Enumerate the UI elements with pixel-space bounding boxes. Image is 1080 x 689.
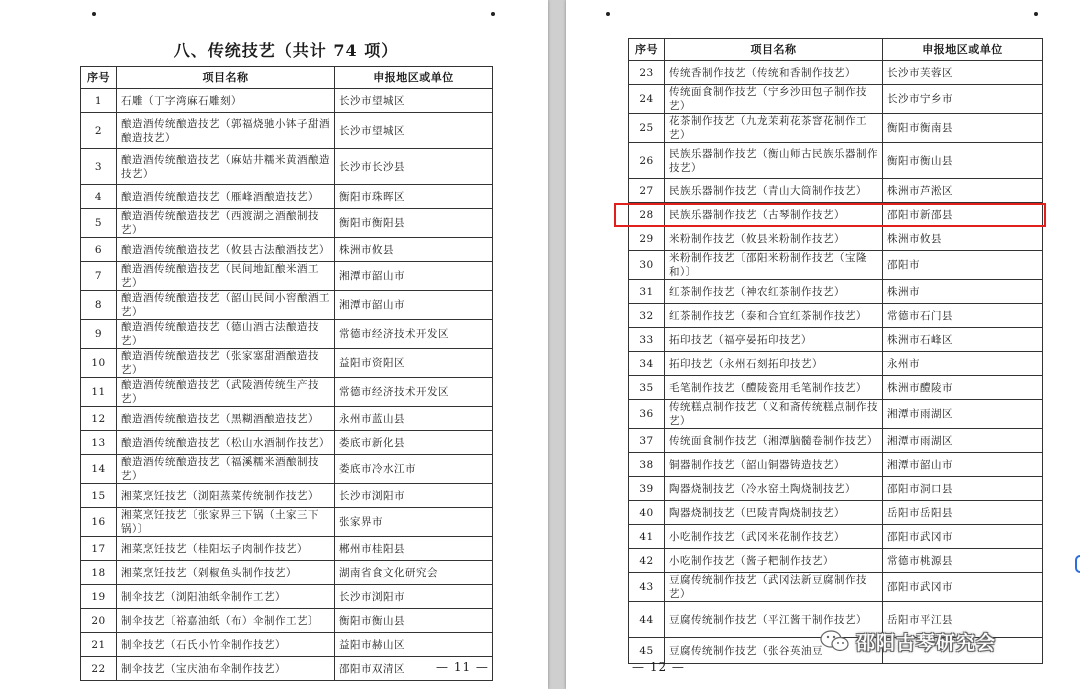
table-row <box>629 251 1043 280</box>
region-name: 长沙市浏阳市 <box>335 484 493 508</box>
row-number: 36 <box>629 400 665 429</box>
header-name: 项目名称 <box>117 67 335 89</box>
table-row <box>629 453 1043 477</box>
project-name: 传统糕点制作技艺（义和斋传统糕点制作技艺） <box>665 400 883 429</box>
project-name: 陶器烧制技艺（巴陵青陶烧制技艺） <box>665 501 883 525</box>
row-number: 18 <box>81 561 117 585</box>
region-name: 株洲市石峰区 <box>883 328 1043 352</box>
table-row <box>81 149 493 185</box>
project-name: 传统香制作技艺（传统和香制作技艺） <box>665 61 883 85</box>
row-number: 7 <box>81 262 117 291</box>
row-number: 34 <box>629 352 665 376</box>
project-name: 湘菜烹饪技艺〔张家界三下锅（土家三下锅）〕 <box>117 508 335 537</box>
row-number: 6 <box>81 238 117 262</box>
region-name: 衡阳市衡阳县 <box>335 209 493 238</box>
project-name: 米粉制作技艺（攸县米粉制作技艺） <box>665 227 883 251</box>
table-row <box>81 657 493 681</box>
region-name: 岳阳市平江县 <box>883 602 1043 638</box>
wechat-icon <box>820 629 850 653</box>
table-row <box>81 238 493 262</box>
row-number: 4 <box>81 185 117 209</box>
table-row <box>629 179 1043 203</box>
region-name: 湘潭市韶山市 <box>883 453 1043 477</box>
table-row <box>629 85 1043 114</box>
project-name: 制伞技艺〔裕嘉油纸（布）伞制作工艺〕 <box>117 609 335 633</box>
table-row <box>629 429 1043 453</box>
project-name: 酿造酒传统酿造技艺（雁峰酒酿造技艺） <box>117 185 335 209</box>
project-name: 拓印技艺（永州石刻拓印技艺） <box>665 352 883 376</box>
row-number: 33 <box>629 328 665 352</box>
table-row <box>81 320 493 349</box>
table-row <box>629 549 1043 573</box>
region-name: 邵阳市武冈市 <box>883 573 1043 602</box>
project-name: 铜器制作技艺（韶山铜器铸造技艺） <box>665 453 883 477</box>
row-number: 16 <box>81 508 117 537</box>
project-name: 花茶制作技艺（九龙茉莉花茶窨花制作工艺） <box>665 114 883 143</box>
highlight-box <box>614 203 1046 227</box>
table-row <box>629 280 1043 304</box>
region-name: 常德市经济技术开发区 <box>335 320 493 349</box>
region-name: 株洲市攸县 <box>883 227 1043 251</box>
table-row <box>629 400 1043 429</box>
table-row <box>81 291 493 320</box>
project-name: 小吃制作技艺（武冈米花制作技艺） <box>665 525 883 549</box>
row-number: 24 <box>629 85 665 114</box>
project-name: 民族乐器制作技艺（古琴制作技艺） <box>665 203 883 227</box>
watermark <box>820 626 996 656</box>
row-number: 35 <box>629 376 665 400</box>
row-number: 15 <box>81 484 117 508</box>
page-dot <box>92 12 96 16</box>
table-row <box>629 61 1043 85</box>
region-name: 长沙市长沙县 <box>335 149 493 185</box>
table-row <box>81 349 493 378</box>
page-number: — 12 — <box>632 660 685 674</box>
project-name: 酿造酒传统酿造技艺（西渡湖之酒酿制技艺） <box>117 209 335 238</box>
project-name: 豆腐传统制作技艺（武冈法新豆腐制作技艺） <box>665 573 883 602</box>
table-row <box>81 561 493 585</box>
project-name: 石雕（丁字湾麻石雕刻） <box>117 89 335 113</box>
table-row <box>81 484 493 508</box>
region-name: 永州市蓝山县 <box>335 407 493 431</box>
row-number: 26 <box>629 143 665 179</box>
project-name: 酿造酒传统酿造技艺（福溪糯米酒酿制技艺） <box>117 455 335 484</box>
row-number: 23 <box>629 61 665 85</box>
project-name: 小吃制作技艺（酱子粑制作技艺） <box>665 549 883 573</box>
row-number: 30 <box>629 251 665 280</box>
row-number: 8 <box>81 291 117 320</box>
table-row <box>629 114 1043 143</box>
table-row <box>81 209 493 238</box>
row-number: 3 <box>81 149 117 185</box>
table-row <box>629 143 1043 179</box>
row-number: 20 <box>81 609 117 633</box>
project-name: 民族乐器制作技艺（青山大筒制作技艺） <box>665 179 883 203</box>
project-name: 米粉制作技艺〔邵阳米粉制作技艺（宝隆和）〕 <box>665 251 883 280</box>
row-number: 43 <box>629 573 665 602</box>
region-name: 益阳市赫山区 <box>335 633 493 657</box>
table-row <box>629 376 1043 400</box>
region-name: 湖南省食文化研究会 <box>335 561 493 585</box>
region-name: 衡阳市衡山县 <box>883 143 1043 179</box>
header-no: 序号 <box>81 67 117 89</box>
row-number: 1 <box>81 89 117 113</box>
project-name: 豆腐传统制作技艺（张谷英油豆 <box>665 638 883 664</box>
region-name: 湘潭市雨湖区 <box>883 429 1043 453</box>
row-number: 25 <box>629 114 665 143</box>
table-row <box>629 328 1043 352</box>
region-name: 常德市石门县 <box>883 304 1043 328</box>
region-name: 邵阳市双清区 <box>335 657 493 681</box>
region-name: 常德市经济技术开发区 <box>335 378 493 407</box>
table-row <box>81 537 493 561</box>
row-number: 19 <box>81 585 117 609</box>
row-number: 37 <box>629 429 665 453</box>
project-name: 酿造酒传统酿造技艺（黑糊酒酿造技艺） <box>117 407 335 431</box>
project-name: 酿造酒传统酿造技艺（松山水酒制作技艺） <box>117 431 335 455</box>
region-name: 邵阳市洞口县 <box>883 477 1043 501</box>
row-number: 10 <box>81 349 117 378</box>
table-row <box>629 501 1043 525</box>
project-name: 拓印技艺（福亭晏拓印技艺） <box>665 328 883 352</box>
project-name: 毛笔制作技艺（醴陵瓷用毛笔制作技艺） <box>665 376 883 400</box>
project-name: 湘菜烹饪技艺（剁椒鱼头制作技艺） <box>117 561 335 585</box>
row-number: 28 <box>629 203 665 227</box>
row-number: 29 <box>629 227 665 251</box>
row-number: 45 <box>629 638 665 664</box>
page-dot <box>606 12 610 16</box>
region-name: 益阳市资阳区 <box>335 349 493 378</box>
row-number: 12 <box>81 407 117 431</box>
region-name: 湘潭市雨湖区 <box>883 400 1043 429</box>
row-number: 44 <box>629 602 665 638</box>
project-name: 湘菜烹饪技艺（桂阳坛子肉制作技艺） <box>117 537 335 561</box>
region-name: 长沙市宁乡市 <box>883 85 1043 114</box>
page-dot <box>491 12 495 16</box>
scroll-indicator[interactable] <box>1075 555 1080 573</box>
row-number: 40 <box>629 501 665 525</box>
project-name: 酿造酒传统酿造技艺（麻姑井糯米黄酒酿造技艺） <box>117 149 335 185</box>
table-row <box>81 185 493 209</box>
project-name: 酿造酒传统酿造技艺（武陵酒传统生产技艺） <box>117 378 335 407</box>
project-name: 传统面食制作技艺（宁乡沙田包子制作技艺） <box>665 85 883 114</box>
region-name: 郴州市桂阳县 <box>335 537 493 561</box>
page-dot <box>1034 12 1038 16</box>
header-name: 项目名称 <box>665 39 883 61</box>
project-name: 酿造酒传统酿造技艺（攸县古法酿酒技艺） <box>117 238 335 262</box>
region-name: 衡阳市珠晖区 <box>335 185 493 209</box>
row-number: 2 <box>81 113 117 149</box>
table-header-row <box>629 39 1043 61</box>
region-name: 湘潭市韶山市 <box>335 291 493 320</box>
row-number: 22 <box>81 657 117 681</box>
project-name: 红茶制作技艺（泰和合宜红茶制作技艺） <box>665 304 883 328</box>
table-row <box>81 455 493 484</box>
row-number: 21 <box>81 633 117 657</box>
table-row <box>81 431 493 455</box>
table-row <box>629 525 1043 549</box>
heritage-table-left <box>80 66 493 681</box>
project-name: 制伞技艺（石氏小竹伞制作技艺） <box>117 633 335 657</box>
project-name: 民族乐器制作技艺（衡山师古民族乐器制作技艺） <box>665 143 883 179</box>
table-row <box>81 262 493 291</box>
row-number: 42 <box>629 549 665 573</box>
region-name: 长沙市芙蓉区 <box>883 61 1043 85</box>
region-name: 岳阳市岳阳县 <box>883 501 1043 525</box>
row-number: 31 <box>629 280 665 304</box>
row-number: 39 <box>629 477 665 501</box>
project-name: 酿造酒传统酿造技艺（韶山民间小窖酿酒工艺） <box>117 291 335 320</box>
project-name: 酿造酒传统酿造技艺（德山酒古法酿造技艺） <box>117 320 335 349</box>
table-row <box>81 407 493 431</box>
region-name: 永州市 <box>883 352 1043 376</box>
row-number: 14 <box>81 455 117 484</box>
project-name: 陶器烧制技艺（冷水窑土陶烧制技艺） <box>665 477 883 501</box>
project-name: 传统面食制作技艺（湘潭脑髓卷制作技艺） <box>665 429 883 453</box>
page-number: — 11 — <box>436 660 489 674</box>
region-name: 长沙市望城区 <box>335 113 493 149</box>
row-number: 11 <box>81 378 117 407</box>
region-name: 张家界市 <box>335 508 493 537</box>
row-number: 9 <box>81 320 117 349</box>
section-heading: 八、传统技艺（共计 74 项） <box>173 41 399 60</box>
region-name: 邵阳市武冈市 <box>883 525 1043 549</box>
row-number: 41 <box>629 525 665 549</box>
table-row <box>629 573 1043 602</box>
region-name: 长沙市望城区 <box>335 89 493 113</box>
table-header-row <box>81 67 493 89</box>
region-name: 株洲市醴陵市 <box>883 376 1043 400</box>
watermark-text: 邵阳古琴研究会 <box>856 631 997 654</box>
row-number: 17 <box>81 537 117 561</box>
region-name: 邵阳市新邵县 <box>883 203 1043 227</box>
project-name: 红茶制作技艺（神农红茶制作技艺） <box>665 280 883 304</box>
table-row <box>629 477 1043 501</box>
heritage-table-right <box>628 38 1043 664</box>
region-name: 株洲市芦淞区 <box>883 179 1043 203</box>
table-row <box>629 304 1043 328</box>
row-number: 13 <box>81 431 117 455</box>
region-name: 株洲市 <box>883 280 1043 304</box>
row-number: 38 <box>629 453 665 477</box>
project-name: 酿造酒传统酿造技艺（张家塞甜酒酿造技艺） <box>117 349 335 378</box>
table-row <box>81 89 493 113</box>
table-row <box>81 378 493 407</box>
row-number: 5 <box>81 209 117 238</box>
project-name: 酿造酒传统酿造技艺（郭福烧驰小钵子甜酒酿造技艺） <box>117 113 335 149</box>
document-page-right <box>566 0 1080 689</box>
region-name: 常德市桃源县 <box>883 549 1043 573</box>
region-name: 长沙市浏阳市 <box>335 585 493 609</box>
project-name: 豆腐传统制作技艺（平江酱干制作技艺） <box>665 602 883 638</box>
region-name: 娄底市冷水江市 <box>335 455 493 484</box>
table-row <box>81 633 493 657</box>
row-number: 32 <box>629 304 665 328</box>
table-row <box>629 227 1043 251</box>
region-name: 邵阳市 <box>883 251 1043 280</box>
row-number: 27 <box>629 179 665 203</box>
project-name: 制伞技艺（浏阳油纸伞制作工艺） <box>117 585 335 609</box>
table-row <box>81 609 493 633</box>
table-row <box>81 113 493 149</box>
table-row <box>629 352 1043 376</box>
region-name: 娄底市新化县 <box>335 431 493 455</box>
table-row <box>81 585 493 609</box>
project-name: 酿造酒传统酿造技艺（民间地缸酿米酒工艺） <box>117 262 335 291</box>
region-name: 株洲市攸县 <box>335 238 493 262</box>
region-name: 湘潭市韶山市 <box>335 262 493 291</box>
header-region: 申报地区或单位 <box>335 67 493 89</box>
project-name: 湘菜烹饪技艺（浏阳蒸菜传统制作技艺） <box>117 484 335 508</box>
header-region: 申报地区或单位 <box>883 39 1043 61</box>
header-no: 序号 <box>629 39 665 61</box>
project-name: 制伞技艺（宝庆油布伞制作技艺） <box>117 657 335 681</box>
region-name: 衡阳市衡山县 <box>335 609 493 633</box>
region-name: 衡阳市衡南县 <box>883 114 1043 143</box>
table-row <box>81 508 493 537</box>
